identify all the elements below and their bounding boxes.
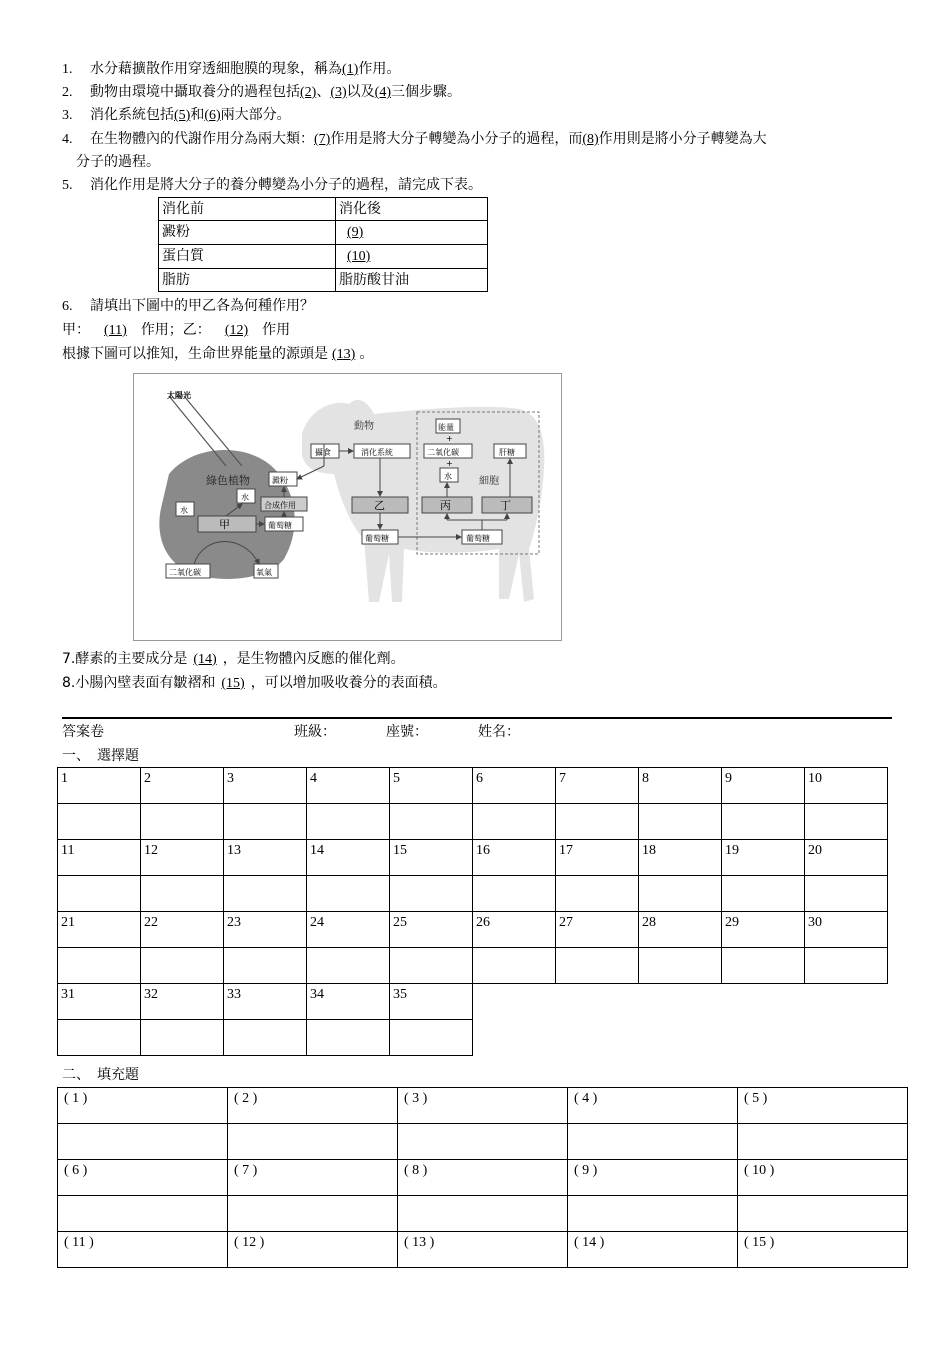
answer-cell[interactable] — [141, 948, 224, 984]
answer-cell[interactable] — [639, 948, 722, 984]
question-number-cell: 6 — [473, 768, 556, 804]
question-number-cell: 35 — [390, 984, 473, 1020]
answer-cell[interactable] — [556, 804, 639, 840]
blank-number-cell: ( 4 ) — [568, 1088, 738, 1124]
multiple-choice-table — [57, 767, 888, 1056]
blank-10: (10) — [347, 249, 371, 264]
blank-number-cell: ( 5 ) — [738, 1088, 908, 1124]
plant-label: 綠色植物 — [206, 474, 250, 487]
answer-cell[interactable] — [141, 876, 224, 912]
answer-cell[interactable] — [738, 1196, 908, 1232]
answer-cell[interactable] — [805, 948, 888, 984]
energy-label: 能量 — [438, 423, 454, 432]
question-number-cell: 5 — [390, 768, 473, 804]
question-6: 6. 請填出下圖中的甲乙各為何種作用？ — [62, 298, 314, 314]
question-6-line3: 根據下圖可以推知，生命世界能量的源頭是 (13) 。 — [62, 346, 374, 362]
question-number-cell: 32 — [141, 984, 224, 1020]
answer-cell[interactable] — [722, 804, 805, 840]
question-number-cell: 22 — [141, 912, 224, 948]
seat-label: 座號： — [386, 724, 428, 740]
question-number-cell: 8 — [639, 768, 722, 804]
blank-number-cell: ( 9 ) — [568, 1160, 738, 1196]
blank-11: (11) — [104, 323, 127, 338]
question-number-cell: 25 — [390, 912, 473, 948]
divider-line — [62, 717, 892, 719]
water-label: 水 — [180, 506, 188, 515]
answer-cell[interactable] — [307, 1020, 390, 1056]
answer-cell[interactable] — [228, 1196, 398, 1232]
answer-sheet-title: 答案卷 — [62, 724, 104, 740]
answer-cell[interactable] — [58, 1124, 228, 1160]
question-4: 4. 在生物體內的代謝作用分為兩大類：(7)作用是將大分子轉變為小分子的過程，而(8)作用則是將小分子轉變為大 — [62, 131, 767, 147]
question-number-cell: 27 — [556, 912, 639, 948]
answer-cell[interactable] — [390, 948, 473, 984]
bing-label: 丙 — [440, 499, 451, 512]
question-number-cell: 13 — [224, 840, 307, 876]
table-header: 消化後 — [336, 198, 488, 221]
question-number-cell: 12 — [141, 840, 224, 876]
answer-cell[interactable] — [141, 804, 224, 840]
question-1: 1. 水分藉擴散作用穿透細胞膜的現象，稱為(1)作用。 — [62, 61, 401, 77]
blank-number-cell: ( 13 ) — [398, 1232, 568, 1268]
svg-text:+: + — [446, 459, 453, 468]
answer-cell[interactable] — [568, 1196, 738, 1232]
question-number-cell: 28 — [639, 912, 722, 948]
question-7: 7.酵素的主要成分是 (14) ，是生物體內反應的催化劑。 — [62, 651, 405, 667]
answer-cell[interactable] — [473, 876, 556, 912]
svg-text:水: 水 — [444, 472, 452, 481]
answer-cell[interactable] — [805, 876, 888, 912]
answer-cell[interactable] — [224, 1020, 307, 1056]
starch-label: 澱粉 — [272, 476, 288, 485]
blank-6: (6) — [204, 108, 221, 123]
energy-flow-diagram — [133, 373, 562, 641]
blank-15: (15) — [221, 676, 245, 691]
table-header: 消化前 — [159, 198, 336, 221]
answer-cell[interactable] — [390, 804, 473, 840]
question-8: 8.小腸內壁表面有皺褶和 (15) ，可以增加吸收養分的表面積。 — [62, 675, 447, 691]
blank-number-cell: ( 10 ) — [738, 1160, 908, 1196]
answer-cell[interactable] — [556, 876, 639, 912]
answer-cell[interactable] — [805, 804, 888, 840]
answer-cell[interactable] — [58, 1196, 228, 1232]
question-number-cell: 7 — [556, 768, 639, 804]
sun-label: 太陽光 — [167, 391, 191, 400]
svg-text:葡萄糖: 葡萄糖 — [365, 534, 389, 543]
oxygen-label: 氧氣 — [256, 568, 272, 577]
glycogen-label: 肝糖 — [499, 448, 515, 457]
question-3: 3. 消化系統包括(5)和(6)兩大部分。 — [62, 107, 291, 123]
blank-2: (2) — [300, 85, 317, 100]
blank-14: (14) — [193, 652, 217, 667]
class-label: 班級： — [294, 724, 336, 740]
table-cell — [336, 221, 488, 245]
blank-7: (7) — [314, 132, 331, 147]
question-number-cell: 16 — [473, 840, 556, 876]
answer-cell[interactable] — [58, 876, 141, 912]
question-number-cell: 4 — [307, 768, 390, 804]
answer-cell[interactable] — [58, 1020, 141, 1056]
name-label: 姓名： — [478, 724, 520, 740]
question-number-cell: 18 — [639, 840, 722, 876]
section-multiple-choice: 一、 選擇題 — [62, 748, 139, 764]
answer-cell[interactable] — [390, 1020, 473, 1056]
animal-label: 動物 — [354, 421, 374, 432]
question-number-cell: 11 — [58, 840, 141, 876]
answer-cell[interactable] — [722, 876, 805, 912]
question-5: 5. 消化作用是將大分子的養分轉變為小分子的過程，請完成下表。 — [62, 177, 482, 193]
question-number-cell: 34 — [307, 984, 390, 1020]
question-number-cell: 1 — [58, 768, 141, 804]
answer-cell[interactable] — [398, 1196, 568, 1232]
question-number-cell: 14 — [307, 840, 390, 876]
blank-number-cell: ( 2 ) — [228, 1088, 398, 1124]
question-number-cell: 9 — [722, 768, 805, 804]
answer-cell[interactable] — [639, 876, 722, 912]
glucose-label: 葡萄糖 — [268, 521, 292, 530]
answer-cell[interactable] — [398, 1124, 568, 1160]
answer-cell[interactable] — [58, 948, 141, 984]
blank-12: (12) — [224, 323, 249, 338]
yi-label: 乙 — [374, 499, 385, 512]
blank-13: (13) — [332, 347, 356, 362]
jia-label: 甲 — [219, 518, 230, 531]
blank-number-cell: ( 7 ) — [228, 1160, 398, 1196]
blank-number-cell: ( 8 ) — [398, 1160, 568, 1196]
question-number-cell: 10 — [805, 768, 888, 804]
question-number-cell: 26 — [473, 912, 556, 948]
question-number-cell: 20 — [805, 840, 888, 876]
blank-number-cell: ( 11 ) — [58, 1232, 228, 1268]
question-number-cell: 15 — [390, 840, 473, 876]
answer-cell[interactable] — [307, 804, 390, 840]
blank-3: (3) — [330, 85, 347, 100]
cell-label: 細胞 — [479, 476, 499, 487]
table-cell: 脂肪酸甘油 — [336, 269, 488, 292]
blank-5: (5) — [174, 108, 191, 123]
answer-cell[interactable] — [473, 948, 556, 984]
blank-4: (4) — [374, 85, 391, 100]
section-fill-in: 二、 填充題 — [62, 1067, 139, 1083]
answer-cell[interactable] — [58, 804, 141, 840]
blank-number-cell: ( 14 ) — [568, 1232, 738, 1268]
blank-number-cell: ( 12 ) — [228, 1232, 398, 1268]
blank-number-cell: ( 6 ) — [58, 1160, 228, 1196]
question-number-cell: 33 — [224, 984, 307, 1020]
question-number-cell: 29 — [722, 912, 805, 948]
answer-cell[interactable] — [228, 1124, 398, 1160]
answer-cell[interactable] — [307, 948, 390, 984]
answer-cell[interactable] — [568, 1124, 738, 1160]
blank-number-cell: ( 15 ) — [738, 1232, 908, 1268]
question-number-cell: 2 — [141, 768, 224, 804]
question-number-cell: 24 — [307, 912, 390, 948]
question-4-line2: 分子的過程。 — [76, 154, 160, 170]
blank-number-cell: ( 3 ) — [398, 1088, 568, 1124]
svg-text:水: 水 — [241, 493, 249, 502]
blank-number-cell: ( 1 ) — [58, 1088, 228, 1124]
question-number-cell: 3 — [224, 768, 307, 804]
question-number-cell: 23 — [224, 912, 307, 948]
table-cell: 蛋白質 — [159, 245, 336, 269]
digestive-label: 消化系統 — [361, 448, 393, 457]
answer-cell[interactable] — [224, 804, 307, 840]
svg-text:二氧化碳: 二氧化碳 — [427, 448, 459, 457]
question-number-cell: 30 — [805, 912, 888, 948]
co2-label: 二氧化碳 — [169, 568, 201, 577]
answer-cell[interactable] — [390, 876, 473, 912]
answer-cell[interactable] — [639, 804, 722, 840]
table-cell: 澱粉 — [159, 221, 336, 245]
svg-text:葡萄糖: 葡萄糖 — [466, 534, 490, 543]
answer-cell[interactable] — [473, 804, 556, 840]
table-cell: 脂肪 — [159, 269, 336, 292]
svg-text:+: + — [446, 434, 453, 443]
digestion-table — [158, 197, 488, 292]
blank-9: (9) — [347, 225, 364, 240]
answer-cell[interactable] — [738, 1124, 908, 1160]
blank-1: (1) — [342, 62, 359, 77]
answer-cell[interactable] — [224, 876, 307, 912]
question-number-cell: 17 — [556, 840, 639, 876]
ingest-label: 攝食 — [315, 448, 331, 457]
question-number-cell: 19 — [722, 840, 805, 876]
question-2: 2. 動物由環境中攝取養分的過程包括(2)、(3)以及(4)三個步驟。 — [62, 84, 461, 100]
answer-cell[interactable] — [141, 1020, 224, 1056]
table-cell — [336, 245, 488, 269]
answer-cell[interactable] — [224, 948, 307, 984]
synthesis-label: 合成作用 — [264, 501, 296, 510]
question-6-line2: 甲： (11) 作用；乙： (12) 作用 — [62, 322, 291, 338]
blank-8: (8) — [582, 132, 599, 147]
ding-label: 丁 — [500, 499, 511, 512]
answer-cell[interactable] — [307, 876, 390, 912]
question-number-cell: 21 — [58, 912, 141, 948]
fill-in-table — [57, 1087, 908, 1268]
answer-cell[interactable] — [556, 948, 639, 984]
question-number-cell: 31 — [58, 984, 141, 1020]
answer-cell[interactable] — [722, 948, 805, 984]
